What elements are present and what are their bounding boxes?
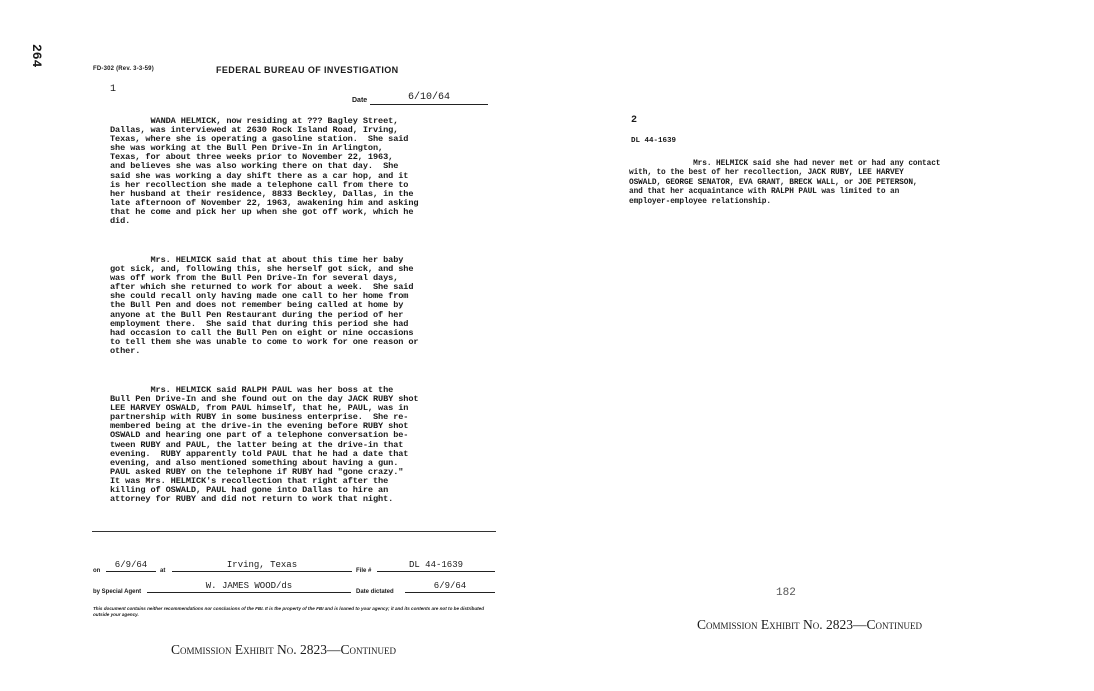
file-number: DL 44-1639 xyxy=(377,560,495,572)
form-number: FD-302 (Rev. 3-3-59) xyxy=(93,66,154,72)
page-2-paragraph: Mrs. HELMICK said she had never met or had any contact with, to the best of her recollection, JACK RUBY, LEE HARVEY OSWALD, GEORGE SENATOR, EVA GRANT, BRECK WALL, or JOE PETERSON, and that her acquaintance with RALPH PAUL was limited to an employer-employee relationship. xyxy=(629,160,941,206)
dictated-label: Date dictated xyxy=(356,589,394,595)
page-stamp: 182 xyxy=(776,587,796,599)
paragraph-2: Mrs. HELMICK said that at about this time her baby got sick, and, following this, she herself got sick, and she was off work from the Bull Pen Drive-In for several days, after which she returned to work for about a week. She said she could recall only having made one call to her home from the Bull Pen and does not remember being called at home by anyone at the Bull Pen Restaurant during the period of her employment there. She said that during this period she had had occasion to call the Bull Pen on eight or nine occasions to tell them she was unable to come to work for one reason or other. xyxy=(110,255,419,356)
dictated-date: 6/9/64 xyxy=(405,581,495,593)
on-label: on xyxy=(93,568,101,574)
at-label: at xyxy=(160,568,166,574)
paragraph-3: Mrs. HELMICK said RALPH PAUL was her boss at the Bull Pen Drive-In and she found out on the day JACK RUBY shot LEE HARVEY OSWALD, from PAUL himself, that he, PAUL, was in partnership with RUBY in some business enterprise. She re- membered being at the drive-in the evening before RUBY shot OSWALD and hearing one part of a telephone conversation be- tween RUBY and PAUL, the latter being at the drive-in that evening. RUBY apparently told PAUL that he had a date that evening, and also mentioned something about having a gun. PAUL asked RUBY on the telephone if RUBY had "gone crazy." It was Mrs. HELMICK's recollection that right after the killing of OSWALD, PAUL had gone into Dallas to hire an attorney for RUBY and did not return to work that night. xyxy=(110,385,419,505)
page-2-file-number: DL 44-1639 xyxy=(631,137,677,145)
exhibit-caption-left: Commission Exhibit No. 2823—Continued xyxy=(171,642,396,657)
disclaimer: This document contains neither recommendations nor conclusions of the FBI. It is the property of the FBI and is loaned to your agency; it and its contents are not to be distributed outside your agency. xyxy=(93,606,485,617)
interview-date: 6/9/64 xyxy=(106,560,156,572)
file-label: File # xyxy=(356,568,372,574)
footer-divider xyxy=(92,531,496,532)
agency-header: FEDERAL BUREAU OF INVESTIGATION xyxy=(216,65,399,75)
agent-label: by Special Agent xyxy=(93,589,142,595)
interview-location: Irving, Texas xyxy=(172,560,352,572)
paragraph-1: WANDA HELMICK, now residing at ??? Bagley Street, Dallas, was interviewed at 2630 Rock Island Road, Irving, Texas, where she is operating a gasoline station. She said she was working at the Bull Pen Drive-In in Arlington, Texas, for about three weeks prior to November 22, 1963, and believes she was also working there on that day. She said she was working a day shift there as a car hop, and it is her recollection she made a telephone call from there to her husband at their residence, 8833 Beckley, Dallas, in the late afternoon of November 22, 1963, awakening him and asking that he come and pick her up when she got off work, which he did. xyxy=(110,116,419,227)
page-number: 264 xyxy=(29,44,44,68)
page-1-number: 1 xyxy=(110,84,117,95)
date-label: Date xyxy=(352,97,368,104)
special-agent: W. JAMES WOOD/ds xyxy=(147,581,351,593)
page-2-number: 2 xyxy=(631,115,638,126)
date-value: 6/10/64 xyxy=(370,92,488,105)
exhibit-caption-right: Commission Exhibit No. 2823—Continued xyxy=(697,617,922,632)
